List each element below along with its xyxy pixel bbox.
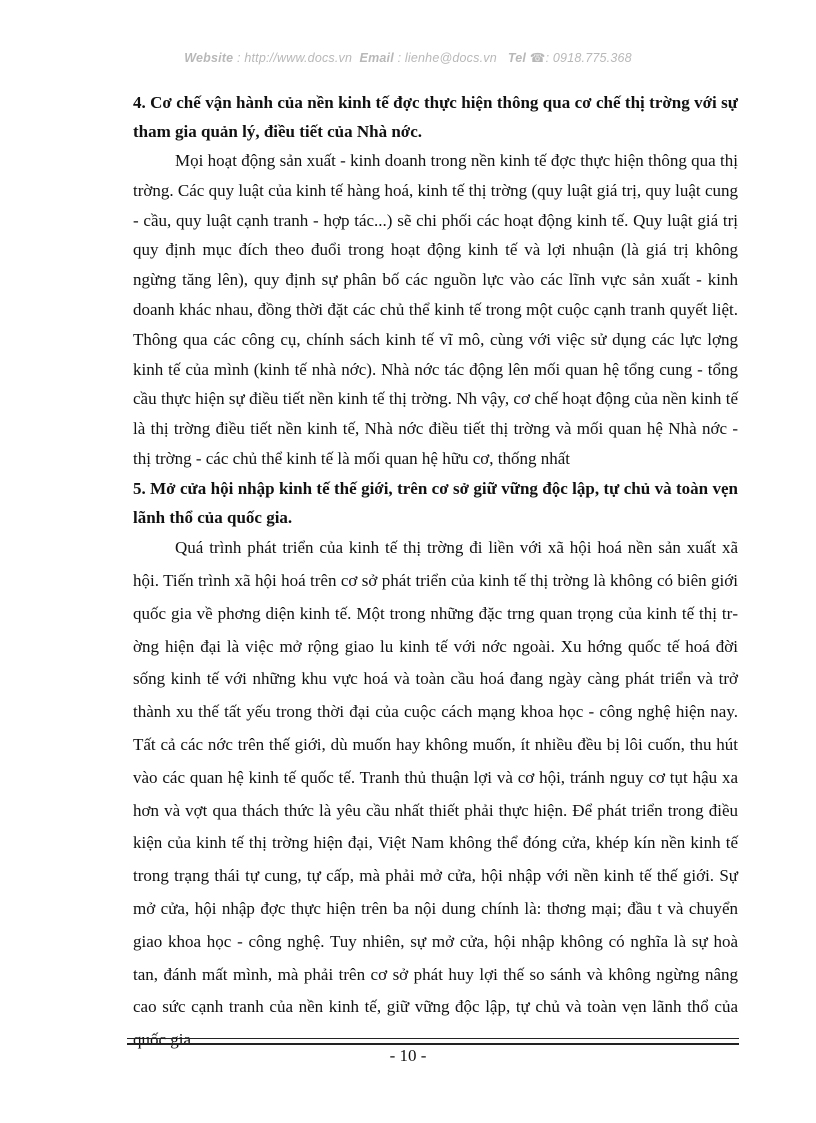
phone-icon: ☎ — [529, 51, 546, 65]
section-5-paragraph: Quá trình phát triển của kinh tế thị trờng đi liền với xã hội hoá nền sản xuất xã hội. Tiến trình xã hội hoá trên cơ sở phát triển của kinh tế thị trờng là không có biên giới quốc gia về phơng diện kinh tế. Một trong những đặc trng quan trọng của kinh tế thị trờng hiện đại là việc mở rộng giao lu kinh tế với nớc ngoài. Xu hớng quốc tế hoá đời sống kinh tế với những khu vực hoá và toàn cầu hoá đang ngày càng phát triển và trở thành xu thế tất yếu trong thời đại của cuộc cách mạng khoa học - công nghệ hiện nay. Tất cả các nớc trên thế giới, dù muốn hay không muốn, ít nhiều đều bị lôi cuốn, thu hút vào các quan hệ kinh tế quốc tế. Tranh thủ thuận lợi và cơ hội, tránh nguy cơ tụt hậu xa hơn và vợt qua thách thức là yêu cầu nhất thiết phải thực hiện. Để phát triển trong điều kiện của kinh tế thị trờng hiện đại, Việt Nam không thể đóng cửa, khép kín nền kinh tế trong trạng thái tự cung, tự cấp, mà phải mở cửa, hội nhập với nền kinh tế thế giới. Sự mở cửa, hội nhập đợc thực hiện trên ba nội dung chính là: thơng mại; đầu t và chuyển giao khoa học - công nghệ. Tuy nhiên, sự mở cửa, hội nhập không có nghĩa là sự hoà tan, đánh mất mình, mà phải trên cơ sở phát huy lợi thế so sánh và không ngừng nâng cao sức cạnh tranh của nền kinh tế, giữ vững độc lập, tự chủ và toàn vẹn lãnh thổ của quốc gia. — [133, 538, 738, 1050]
footer-divider — [127, 1038, 739, 1039]
email-value: : lienhe@docs.vn — [397, 51, 497, 65]
website-label: Website — [184, 51, 234, 65]
page-header — [0, 50, 816, 65]
section-4-heading: 4. Cơ chế vận hành của nền kinh tế đợc thực hiện thông qua cơ chế thị trờng với sự tham gia quản lý, điều tiết của Nhà nớc. — [133, 93, 738, 141]
page-number: - 10 - — [389, 1046, 427, 1065]
tel-label: Tel — [507, 51, 527, 65]
email-label: Email — [359, 51, 394, 65]
footer-divider-thick — [127, 1043, 739, 1045]
website-value: : http://www.docs.vn — [237, 51, 353, 65]
document-body — [133, 88, 738, 1057]
section-4-paragraph: Mọi hoạt động sản xuất - kinh doanh trong nền kinh tế đợc thực hiện thông qua thị trờng. Các quy luật của kinh tế hàng hoá, kinh tế thị trờng (quy luật giá trị, quy luật cung - cầu, quy luật cạnh tranh - hợp tác...) sẽ chi phối các hoạt động kinh tế. Quy luật giá trị quy định mục đích theo đuổi trong hoạt động kinh tế và lợi nhuận (là giá trị không ngừng tăng lên), quy định sự phân bố các nguồn lực vào các lĩnh vực sản xuất - kinh doanh khác nhau, đồng thời đặt các chủ thể kinh tế trong một cuộc cạnh tranh quyết liệt. Thông qua các công cụ, chính sách kinh tế vĩ mô, cùng với việc sử dụng các lực lợng kinh tế của mình (kinh tế nhà nớc). Nhà nớc tác động lên mối quan hệ tổng cung - tổng cầu thực hiện sự điều tiết nền kinh tế thị trờng. Nh vậy, cơ chế hoạt động của nền kinh tế là thị trờng điều tiết nền kinh tế, Nhà nớc điều tiết thị trờng và mối quan hệ Nhà nớc - thị trờng - các chủ thể kinh tế là mối quan hệ hữu cơ, thống nhất — [133, 151, 738, 468]
tel-value: : 0918.775.368 — [545, 51, 632, 65]
section-5-heading: 5. Mở cửa hội nhập kinh tế thế giới, trên cơ sở giữ vững độc lập, tự chủ và toàn vẹn lãnh thổ của quốc gia. — [133, 478, 738, 527]
